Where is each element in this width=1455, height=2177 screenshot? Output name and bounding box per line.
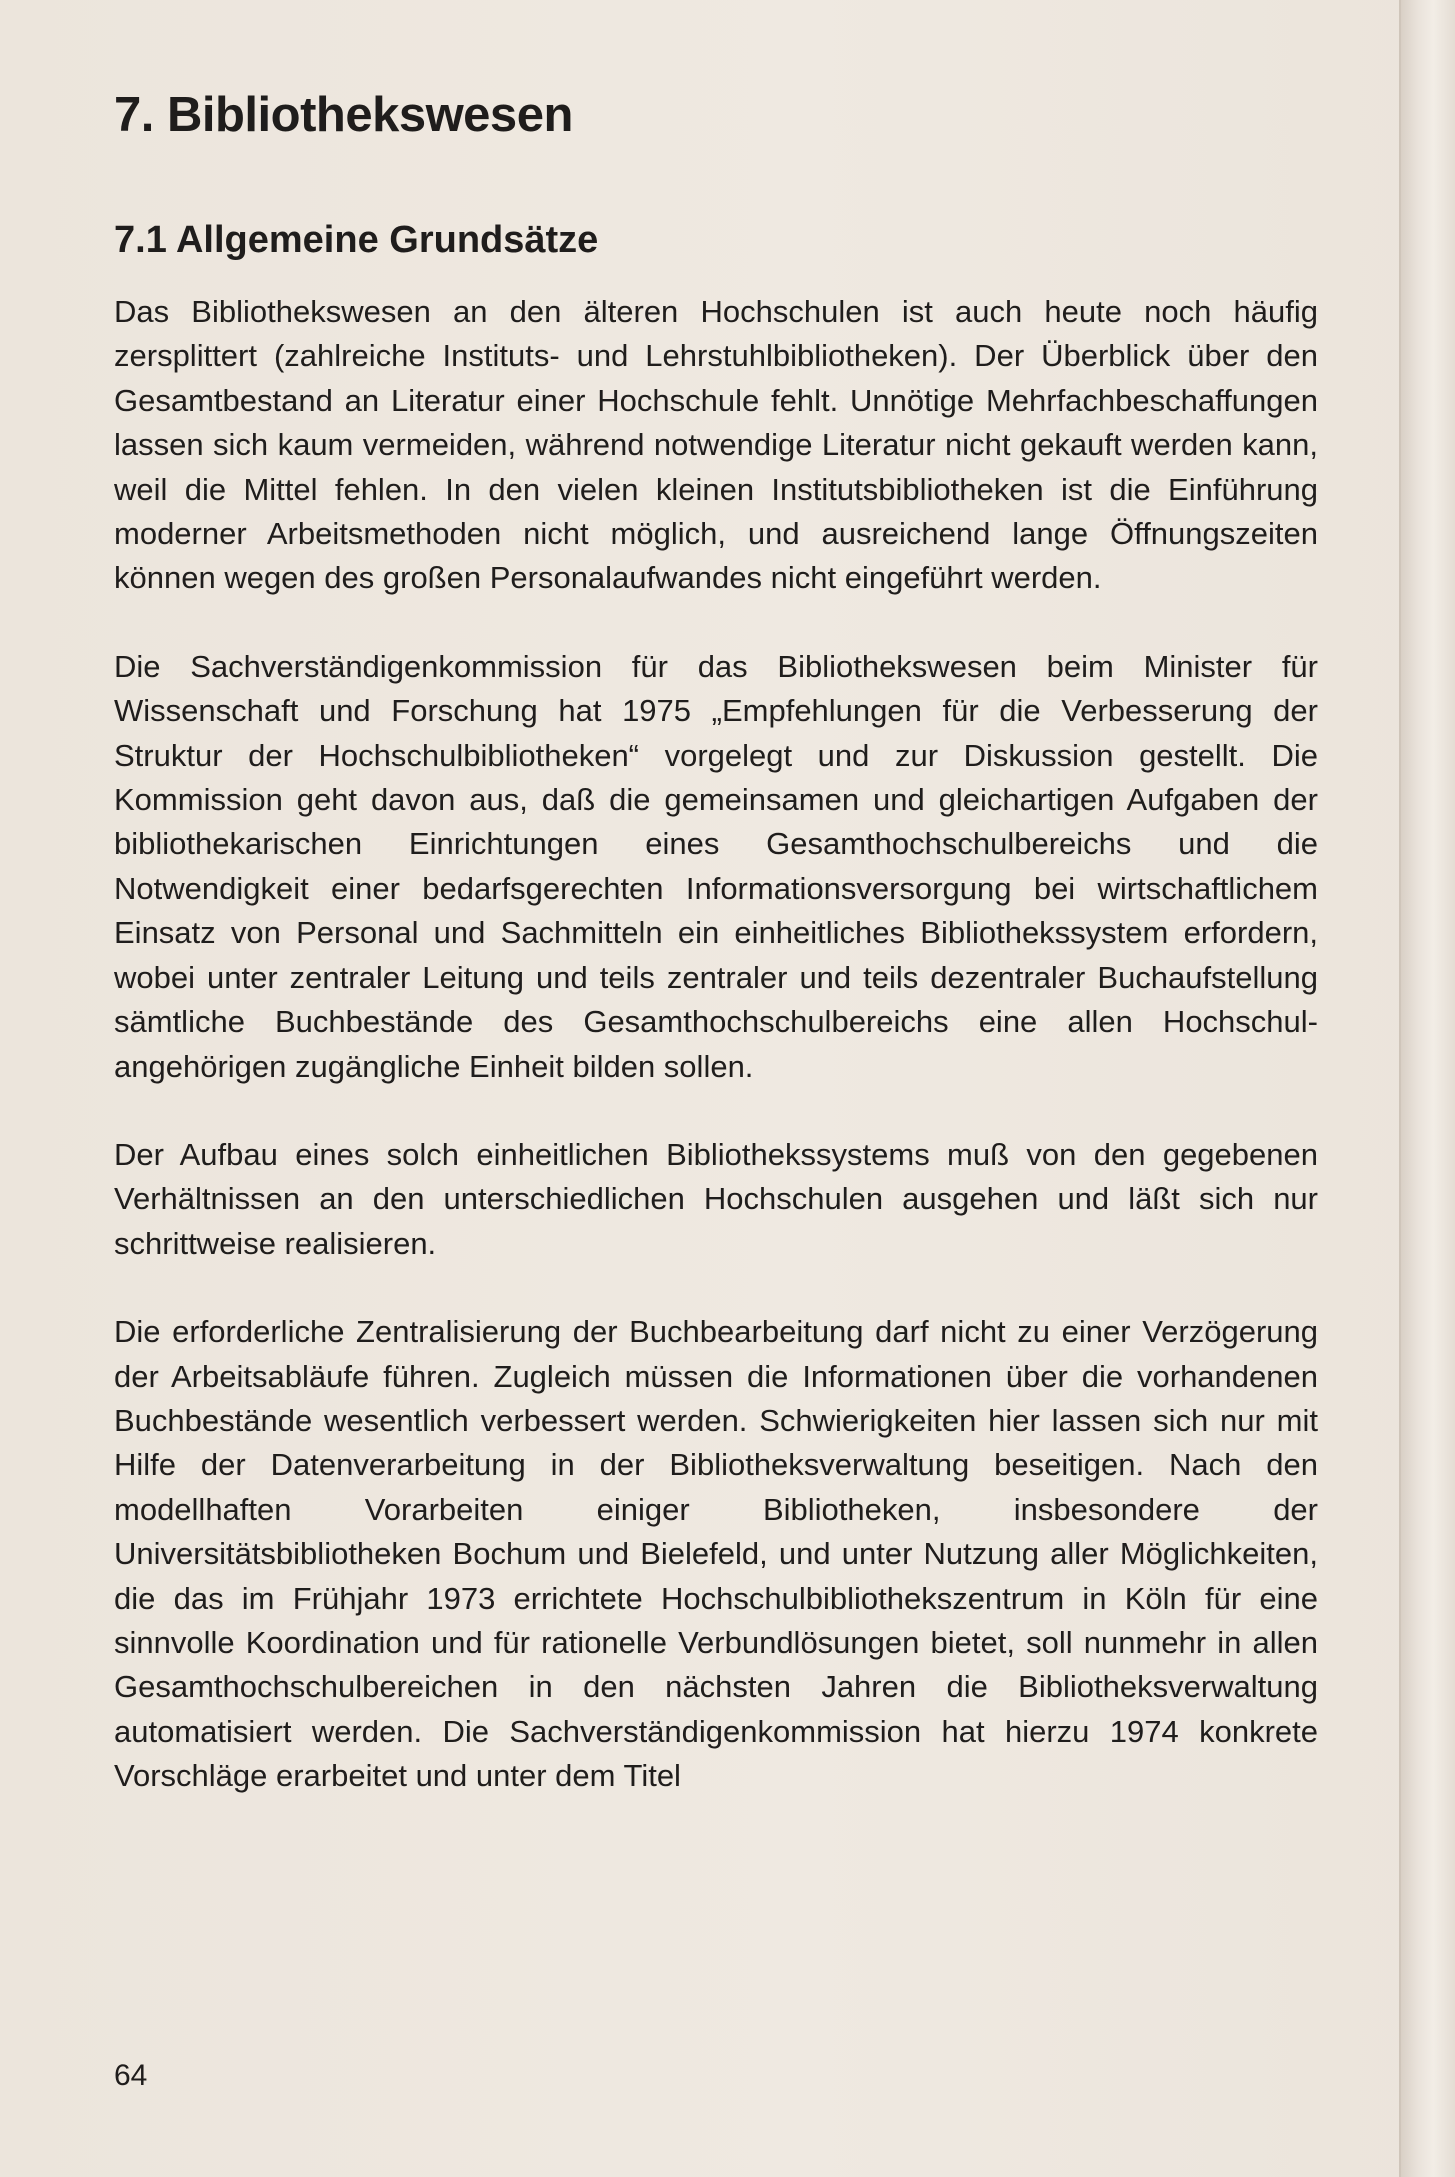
page-edge (1399, 0, 1455, 2177)
section-title: 7.1 Allgemeine Grundsätze (114, 219, 599, 261)
paragraph-2: Die Sachverständigenkommission für das Bibliothekswesen beim Minister für Wissenschaft und Forschung hat 1975 „Empfehlungen für die Verbesserung der Struktur der Hochschulbibliotheken“ vorgelegt und zur Diskussion gestellt. Die Kommission geht davon aus, daß die gemeinsamen und gleichartigen Aufgaben der bibliothekarischen Einrichtungen eines Gesamthochschulbereichs und die Notwendigkeit einer bedarfsgerechten Informationsversorgung bei wirtschaftlichem Einsatz von Personal und Sachmitteln ein einheitliches Bibliothekssystem erfordern, wobei unter zentraler Leitung und teils zentraler und teils dezentraler Buchaufstellung sämtliche Buchbestände des Gesamthochschulbereichs eine allen Hochschulangehörigen zugängliche Einheit bilden sollen. (114, 648, 1318, 1084)
paragraph-3: Der Aufbau eines solch einheitlichen Bibliothekssystems muß von den gegebenen Verhältnissen an den unterschiedlichen Hochschulen ausgehen und läßt sich nur schrittweise realisieren. (114, 1136, 1318, 1261)
page-number: 64 (114, 2059, 148, 2092)
text-block (114, 80, 1318, 1843)
paragraph-1: Das Bibliothekswesen an den älteren Hochschulen ist auch heute noch häufig zersplittert (zahlreiche Instituts- und Lehrstuhlbibliotheken). Der Überblick über den Gesamtbestand an Literatur einer Hochschule fehlt. Unnötige Mehrfachbeschaffungen lassen sich kaum vermeiden, während notwendige Literatur nicht gekauft werden kann, weil die Mittel fehlen. In den vielen kleinen Institutsbibliotheken ist die Einführung moderner Arbeitsmethoden nicht möglich, und ausreichend lange Öffnungszeiten können wegen des großen Personalaufwandes nicht eingeführt werden. (114, 294, 1318, 596)
paragraph-4: Die erforderliche Zentralisierung der Buchbearbeitung darf nicht zu einer Verzögerung der Arbeitsabläufe führen. Zugleich müssen die Informationen über die vorhandenen Buchbestände wesentlich verbessert werden. Schwierigkeiten hier lassen sich nur mit Hilfe der Datenverarbeitung in der Bibliotheksverwaltung beseitigen. Nach den modellhaften Vorarbeiten einiger Bibliotheken, insbesondere der Universitätsbibliotheken Bochum und Bielefeld, und unter Nutzung aller Möglichkeiten, die das im Frühjahr 1973 errichtete Hochschulbibliothekszentrum in Köln für eine sinnvolle Koordination und für rationelle Verbundlösungen bietet, soll nunmehr in allen Gesamthochschulbereichen in den nächsten Jahren die Bibliotheksverwaltung automatisiert werden. Die Sachverständigenkommission hat hierzu 1974 konkrete Vorschläge erarbeitet und unter dem Titel (114, 1314, 1318, 1794)
chapter-title: 7. Bibliothekswesen (114, 88, 573, 142)
